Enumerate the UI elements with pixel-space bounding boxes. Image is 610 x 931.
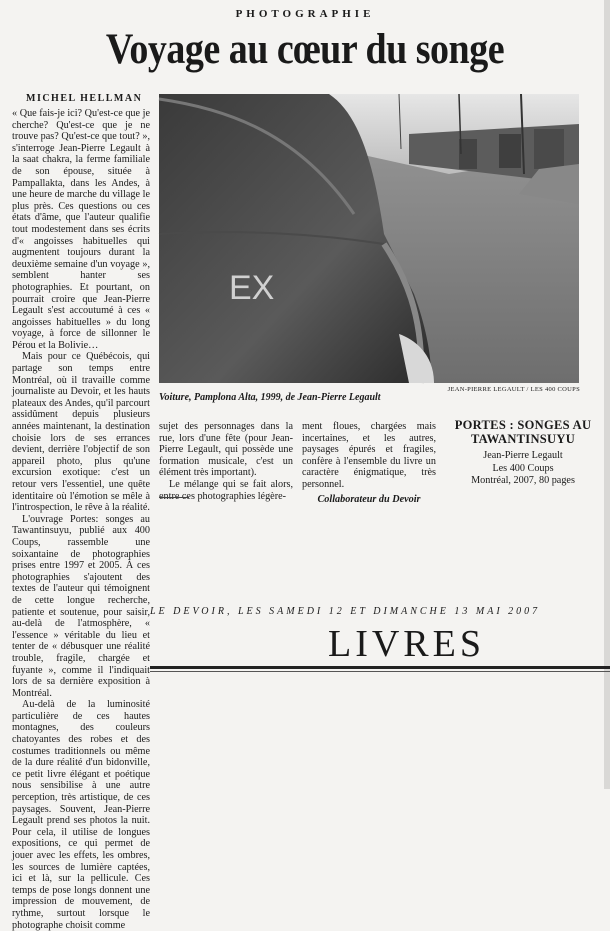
book-details: Montréal, 2007, 80 pages bbox=[471, 475, 575, 486]
book-author: Jean-Pierre Legault bbox=[483, 450, 563, 461]
book-title: PORTES : SONGES AU TAWANTINSUYU bbox=[454, 418, 592, 446]
photo-caption: Voiture, Pamplona Alta, 1999, de Jean-Pierre Legault bbox=[159, 392, 381, 403]
section-kicker: PHOTOGRAPHIE bbox=[235, 8, 375, 20]
divider bbox=[159, 497, 189, 498]
article-column-2 bbox=[159, 421, 293, 502]
photo-scrawl-text: EX bbox=[229, 269, 275, 307]
page-dateline: LE DEVOIR, LES SAMEDI 12 ET DIMANCHE 13 MAI 2007 bbox=[150, 606, 541, 617]
headline: Voyage au cœur du songe bbox=[105, 25, 505, 74]
paragraph: sujet des personnages dans la rue, lors d'une fête (pour Jean-Pierre Legault, qui possède une formation musicale, c'est un élément très important). bbox=[159, 421, 293, 479]
article-column-1 bbox=[12, 108, 150, 931]
byline: MICHEL HELLMAN bbox=[26, 93, 143, 104]
article-photo bbox=[159, 94, 579, 383]
paragraph: « Que fais-je ici? Qu'est-ce que je cherche? Qu'est-ce que je ne trouve pas? Qu'est-ce que tout? », s'interroge Jean-Pierre Legault à la saat chakra, la ferme familiale de son épouse, située à Pampallakta, dans les Andes, à une heure de marche du village le plus près. Ces questions ou ces états d'âme, que l'auteur qualifie tout modestement dans ses écrits d'« angoisses habituelles qui augmentent toujours durant la deuxième semaine d'un voyage », semblent hanter ses photographies. Et pourtant, on pourrait croire que Jean-Pierre Legault s'est accoutumé à ces « angoisses habituelles » du long voyage, à force de sillonner le Pérou et la Bolivie… bbox=[12, 108, 150, 351]
paragraph: Mais pour ce Québécois, qui partage son temps entre Montréal, où il travaille comme journaliste au Devoir, et les hauts plateaux des Andes, qu'il parcourt assidûment depuis plusieurs années maintenant, la destination choisie lors de ses errances devient, derrière l'objectif de son appareil photo, plus qu'une excursion exotique: c'est un retour vers l'essentiel, une quête identitaire où l'émotion se mêle à l'introspection, le rêve à la réalité. bbox=[12, 351, 150, 514]
section-rule-thick bbox=[150, 666, 610, 669]
paragraph: L'ouvrage Portes: songes au Tawantinsuyu, publié aux 400 Coups, rassemble une soixantaine de photographies prises entre 1997 et 2005. À ces photographies s'ajoutent des textes de l'auteur qui témoignent de cette longue recherche, patiente et soutenue, pour saisir, au-delà de l'atmosphère, « l'essence » véritable du lieu et tenter de « débusquer une réalité trouble, fragile, chargée et fuyante », comme il l'indiquait lors de sa dernière exposition à Montréal. bbox=[12, 513, 150, 699]
section-name: LIVRES bbox=[328, 623, 485, 665]
car-photo-illustration bbox=[159, 94, 579, 383]
book-publisher: Les 400 Coups bbox=[492, 462, 554, 474]
paragraph: Le mélange qui se fait alors, entre ces photographies légère- bbox=[159, 478, 293, 502]
paragraph: ment floues, chargées mais incertaines, et les autres, paysages épurés et fragiles, confère à l'ensemble du livre un caractère énigmatique, très personnel. bbox=[302, 421, 436, 490]
book-info-box bbox=[452, 418, 594, 488]
section-rule-thin bbox=[150, 671, 610, 672]
author-signature: Collaborateur du Devoir bbox=[317, 493, 421, 505]
photo-credit: JEAN-PIERRE LEGAULT / LES 400 COUPS bbox=[447, 386, 580, 393]
paragraph: Au-delà de la luminosité particulière de ces hautes montagnes, des couleurs chatoyantes des robes et des costumes traditionnels ou même de la dure réalité d'un bidonville, ce petit livre élégant et poétique nous sensibilise à une autre perception, très artistique, de ces paysages. Souvent, Jean-Pierre Legault prend ses photos la nuit. Pour cela, il utilise de longues expositions, ce qui permet de jouer avec les effets, les ombres, les sources de lumière captées, ici et là, sur la pellicule. Ces temps de pose longs donnent une impression de mouvement, de rythme, surtout lorsque le photographe choisit comme bbox=[12, 699, 150, 931]
article-column-3 bbox=[302, 421, 436, 505]
